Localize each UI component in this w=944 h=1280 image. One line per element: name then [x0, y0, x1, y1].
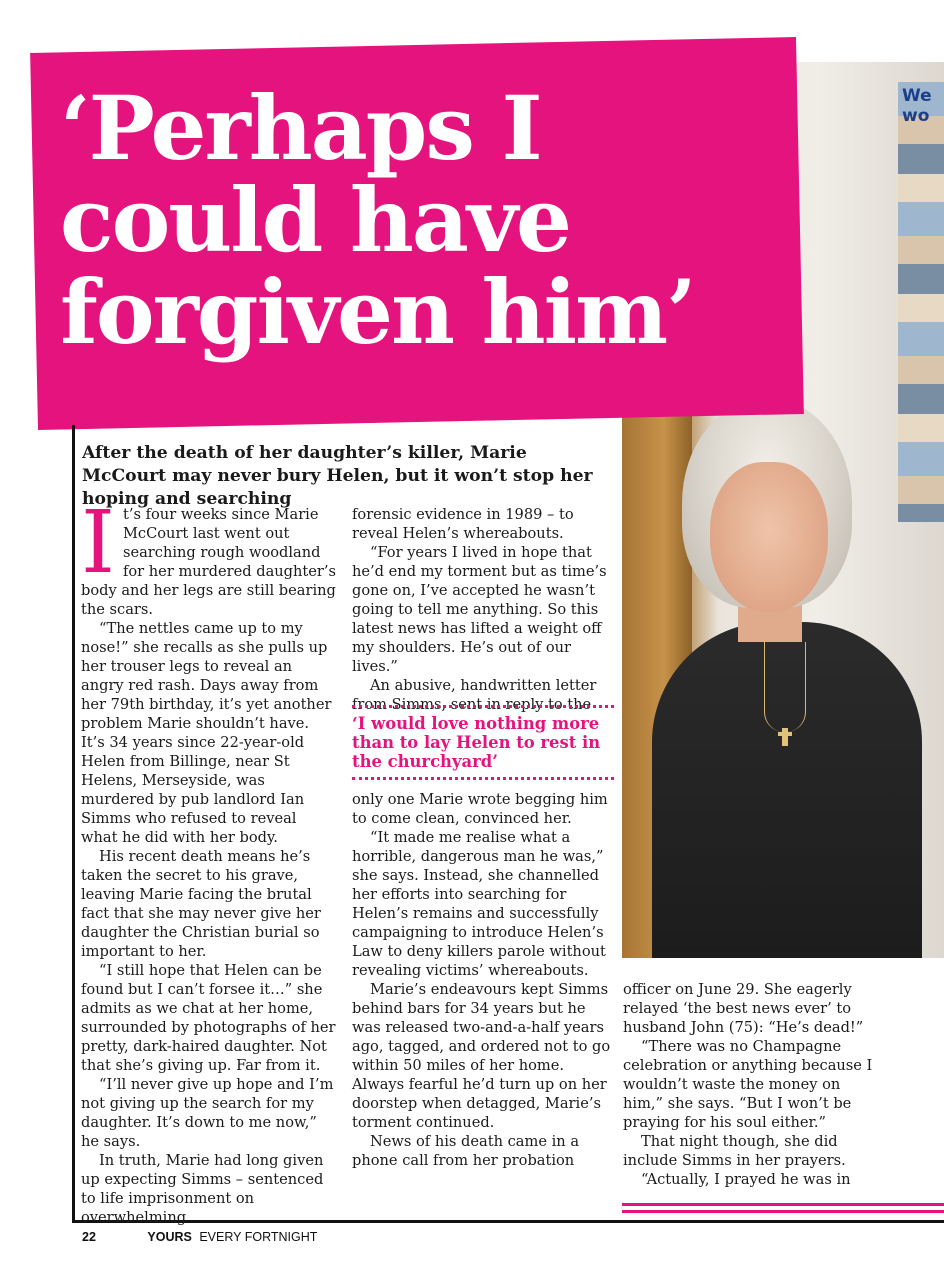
- paragraph: [81, 493, 337, 619]
- paragraph: His recent death means he’s taken the secret to his grave, leaving Marie facing the brutal fact that she may never give her daughter the Christian burial so important to her.: [81, 848, 321, 960]
- magazine-tagline: EVERY FORTNIGHT: [199, 1230, 318, 1244]
- paragraph: Marie’s endeavours kept Simms behind bars for 34 years but he was released two-and-a-half years ago, tagged, and ordered not to go within 50 miles of her home. Always fearful he’d turn up on her doorstep when detagged, Marie’s torment continued.: [352, 981, 611, 1131]
- paragraph: News of his death came in a phone call from her probation: [352, 1133, 580, 1169]
- paragraph-text: t’s four weeks since Marie McCourt last went out searching rough woodland for her murdered daughter’s body and her legs are still bearing the scars.: [81, 506, 337, 618]
- drop-cap: I: [81, 493, 115, 593]
- pull-quote: [352, 705, 614, 780]
- pull-quote-rule-bottom: [352, 777, 614, 780]
- paragraph: forensic evidence in 1989 – to reveal Helen’s whereabouts.: [352, 506, 574, 542]
- article-column-1: [81, 493, 337, 1227]
- paragraph: An abusive, handwritten letter from Simms, sent in reply to the: [352, 677, 597, 713]
- stripe-rule: [622, 1210, 944, 1213]
- paragraph: “For years I lived in hope that he’d end my torment but as time’s gone on, I’ve accepted he wasn’t going to tell me anything. So this latest news has lifted a weight off my shoulders. He’s out of our lives.”: [352, 544, 607, 675]
- photo-board-text: We wo: [902, 86, 932, 126]
- paragraph: “I still hope that Helen can be found but I can’t forsee it…” she admits as we chat at her home, surrounded by photographs of her pretty, dark-haired daughter. Not that she’s giving up. Far from it.: [81, 962, 336, 1074]
- headline-line-2: could have: [60, 168, 570, 272]
- paragraph: “The nettles came up to my nose!” she recalls as she pulls up her trouser legs to reveal an angry red rash. Days away from her 79th birthday, it’s yet another problem Marie shouldn’t have. It’s 34 years since 22-year-old Helen from Billinge, near St Helens, Merseyside, was murdered by pub landlord Ian Simms who refused to reveal what he did with her body.: [81, 620, 332, 846]
- article-column-2-bottom: [352, 790, 614, 1170]
- standfirst: After the death of her daughter’s killer, Marie McCourt may never bury Helen, but it won’t stop her hoping and searching: [82, 443, 593, 509]
- headline-line-3: forgiven him’: [60, 260, 695, 364]
- paragraph: “There was no Champagne celebration or anything because I wouldn’t waste the money on him,” she says. “But I won’t be praying for his soul either.”: [623, 1038, 873, 1131]
- photo-noticeboard: [898, 82, 944, 522]
- cross-pendant-icon: [782, 728, 788, 746]
- paragraph: That night though, she did include Simms in her prayers.: [623, 1133, 846, 1169]
- paragraph: In truth, Marie had long given up expecting Simms – sentenced to life imprisonment on overwhelming: [81, 1152, 324, 1226]
- article-column-2-top: [352, 505, 614, 714]
- paragraph: “I’ll never give up hope and I’m not giving up the search for my daughter. It’s down to me now,” he says.: [81, 1076, 334, 1150]
- paragraph: “Actually, I prayed he was in: [641, 1171, 851, 1188]
- photo-necklace: [764, 642, 806, 732]
- photo-face: [710, 462, 828, 612]
- headline: [60, 76, 780, 364]
- frame-rule-left: [72, 425, 75, 1223]
- page-number: 22: [82, 1230, 96, 1244]
- headline-line-1: ‘Perhaps I: [60, 76, 541, 180]
- stripe-rule: [622, 1203, 944, 1206]
- pull-quote-rule-top: [352, 705, 614, 708]
- magazine-brand: YOURS: [147, 1230, 192, 1244]
- paragraph: “It made me realise what a horrible, dangerous man he was,” she says. Instead, she channelled her efforts into searching for Helen’s remains and successfully campaigning to introduce Helen’s Law to deny killers parole without revealing victims’ whereabouts.: [352, 829, 606, 979]
- page-footer: [82, 1230, 317, 1244]
- article-column-3: [623, 980, 883, 1189]
- paragraph: officer on June 29. She eagerly relayed ‘the best news ever’ to husband John (75): “He’s dead!”: [623, 981, 864, 1036]
- pull-quote-text: ‘I would love nothing more than to lay Helen to rest in the churchyard’: [352, 714, 601, 771]
- paragraph: only one Marie wrote begging him to come clean, convinced her.: [352, 791, 608, 827]
